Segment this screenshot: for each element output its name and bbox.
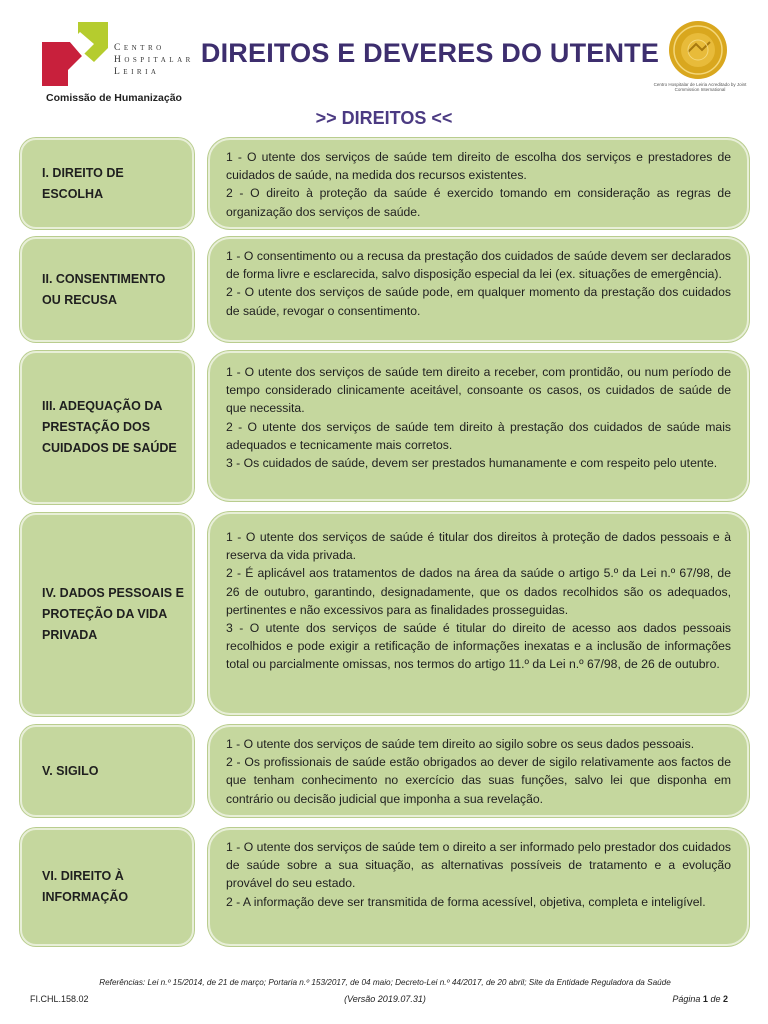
references: Referências: Lei n.º 15/2014, de 21 de março; Portaria n.º 153/2017, de 04 maio; Decreto-Lei n.º 44/2017, de 20 abril; Site da Entidade Reguladora da Saúde [99, 978, 671, 987]
accreditation-seal-icon [668, 20, 728, 80]
right-content-consentimento [208, 237, 749, 342]
right-content-escolha [208, 138, 749, 229]
logo-line-3: Leiria [114, 67, 160, 77]
commission-label: Comissão de Humanização [46, 92, 182, 104]
right-paragraph: 2 - O utente dos serviços de saúde tem direito à prestação dos cuidados de saúde mais adequados e tecnicamente mais corretos. [226, 419, 731, 452]
right-content-dados-pessoais [208, 512, 749, 715]
right-label-escolha: I. DIREITO DE ESCOLHA [20, 138, 194, 229]
right-paragraph: 2 - A informação deve ser transmitida de forma acessível, objetiva, completa e inteligível. [226, 894, 706, 909]
page-number [600, 994, 728, 1004]
page-prefix: Página [672, 994, 701, 1004]
right-paragraph: 2 - O direito à proteção da saúde é exercido tomando em consideração as regras de organização dos serviços de saúde. [226, 186, 731, 219]
right-paragraph: 3 - Os cuidados de saúde, devem ser prestados humanamente e com respeito pelo utente. [226, 456, 718, 471]
document-code: FI.CHL.158.02 [30, 994, 89, 1004]
page-title: DIREITOS E DEVERES DO UTENTE [200, 38, 660, 68]
right-content-adequacao [208, 351, 749, 501]
seal-caption: Centro Hospitalar de Leiria Acreditado by Joint Commission International [653, 82, 747, 92]
right-label-informacao: VI. DIREITO À INFORMAÇÃO [20, 828, 194, 946]
page-total: 2 [722, 994, 728, 1004]
right-paragraph: 1 - O consentimento ou a recusa da prestação dos cuidados de saúde devem ser declarados de forma livre e esclarecida, salvo disposição especial da lei (ex. situações de emergência). [226, 249, 731, 282]
right-label-dados-pessoais: IV. DADOS PESSOAIS E PROTEÇÃO DA VIDA PRIVADA [20, 513, 194, 716]
logo-text [114, 42, 194, 78]
right-paragraph: 1 - O utente dos serviços de saúde tem direito ao sigilo sobre os seus dados pessoais. [226, 737, 695, 751]
right-paragraph: 1 - O utente dos serviços de saúde tem direito a receber, com prontidão, ou num período de tempo considerado clinicamente aceitável, consoante os casos, os cuidados de saúde de que necessita. [226, 365, 731, 416]
right-label-sigilo: V. SIGILO [20, 725, 194, 817]
right-paragraph: 2 - O utente dos serviços de saúde pode, em qualquer momento da prestação dos cuidados de saúde, revogar o consentimento. [226, 285, 731, 318]
right-label-adequacao: III. ADEQUAÇÃO DA PRESTAÇÃO DOS CUIDADOS DE SAÚDE [20, 351, 194, 504]
right-paragraph: 2 - É aplicável aos tratamentos de dados na área da saúde o artigo 5.º da Lei n.º 67/98, de 26 de outubro, garantindo, designadamente, que os dados recolhidos são os adequados, pertinentes e não excessivos para as finalidades prosseguidas. [226, 566, 731, 617]
right-label-consentimento: II. CONSENTIMENTO OU RECUSA [20, 237, 194, 342]
right-paragraph: 1 - O utente dos serviços de saúde tem o direito a ser informado pelo prestador dos cuidados de saúde sobre a sua situação, as alternativas possíveis de tratamento e a evolução provável do seu estado. [226, 840, 731, 891]
right-content-sigilo [208, 725, 749, 817]
right-paragraph: 2 - Os profissionais de saúde estão obrigados ao dever de sigilo relativamente aos factos de que tenham conhecimento no exercício das suas funções, salvo lei que disponha em contrário ou decisão judicial que imponha a sua revelação. [226, 755, 731, 806]
section-title: >> DIREITOS << [315, 108, 453, 128]
right-paragraph: 1 - O utente dos serviços de saúde tem direito de escolha dos serviços e prestadores de cuidados de saúde, na medida dos recursos existentes. [226, 150, 731, 183]
right-content-informacao [208, 828, 749, 946]
logo-mark-icon [42, 22, 108, 86]
page-current: 1 [702, 994, 708, 1004]
page-sep: de [710, 994, 721, 1004]
right-paragraph: 3 - O utente dos serviços de saúde é titular do direito de acesso aos dados pessoais recolhidos e pode exigir a retificação de informações inexatas e a inclusão de informações total ou parcialmente omissas, nos termos do artigo 11.º da Lei n.º 67/98, de 26 de outubro. [226, 621, 731, 672]
right-paragraph: 1 - O utente dos serviços de saúde é titular dos direitos à proteção de dados pessoais e à reserva da vida privada. [226, 530, 731, 563]
logo-line-1: Centro [114, 43, 165, 53]
document-version: (Versão 2019.07.31) [344, 994, 426, 1004]
logo-line-2: Hospitalar [114, 55, 194, 65]
